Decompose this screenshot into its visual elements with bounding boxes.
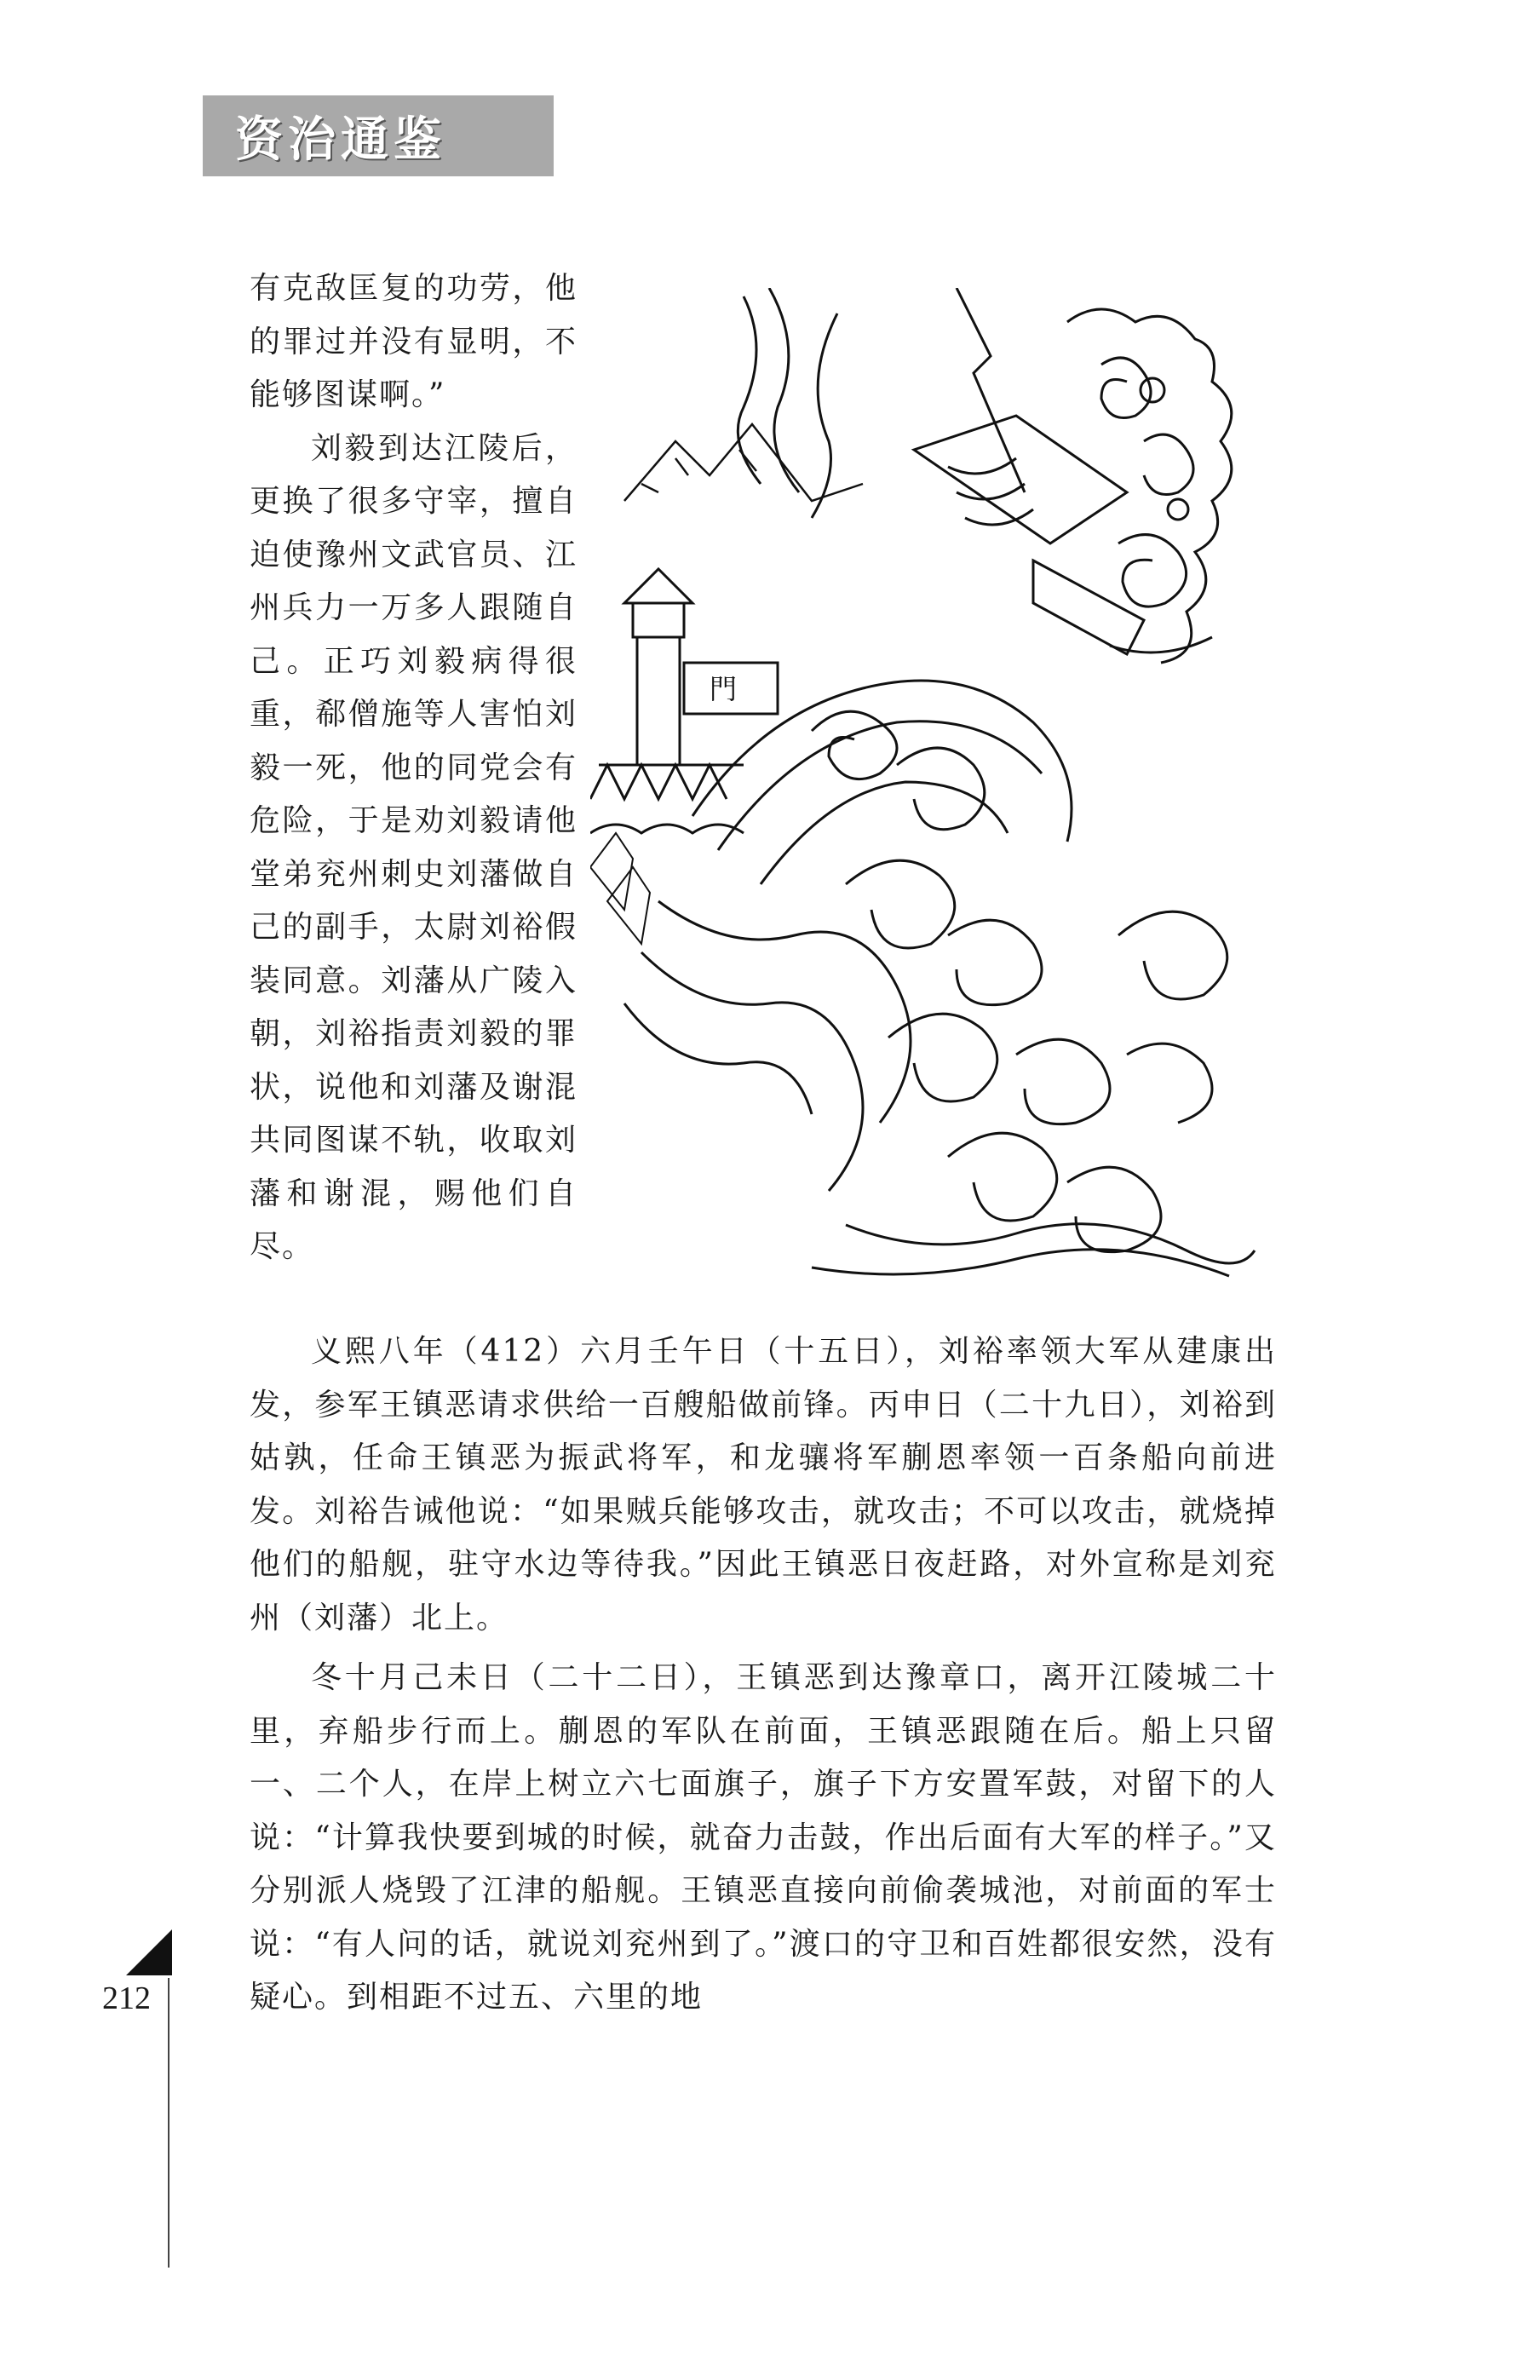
paragraph-winter-tenth-month: 冬十月己未日（二十二日），王镇恶到达豫章口，离开江陵城二十里，弃船步行而上。蒯恩的军队在前面，王镇恶跟随在后。船上只留一、二个人，在岸上树立六七面旗子，旗子下方安置军鼓，对留下的人说：“计算我快要到城的时候，就奋力击鼓，作出后面有大军的样子。”又分别派人烧毁了江津的船舰。王镇恶直接向前偷袭城池，对前面的军士说：“有人问的话，就说刘兖州到了。”渡口的守卫和百姓都很安然，没有疑心。到相距不过五、六里的地 — [250, 1660, 1277, 2015]
book-title: 资治通鉴 — [235, 112, 446, 168]
paragraph-continuation: 有克敌匡复的功劳，他的罪过并没有显明，不能够图谋啊。” — [250, 271, 578, 412]
narrow-text-column — [250, 262, 578, 1274]
paragraph-liu-yi: 刘毅到达江陵后，更换了很多守宰，擅自迫使豫州文武官员、江州兵力一万多人跟随自己。正巧刘毅病得很重，郗僧施等人害怕刘毅一死，他的同党会有危险，于是劝刘毅请他堂弟兖州刺史刘藩做自己的副手，太尉刘裕假装同意。刘藩从广陵入朝，刘裕指责刘毅的罪状，说他和刘藩及谢混共同图谋不轨，收取刘藩和谢混，赐他们自尽。 — [250, 430, 578, 1264]
gate-sign: 門 — [710, 673, 738, 705]
page-number: 212 — [102, 1980, 151, 2016]
paragraph-yixi-eighth-year: 义熙八年（412）六月壬午日（十五日），刘裕率领大军从建康出发，参军王镇恶请求供给一百艘船做前锋。丙申日（二十九日），刘裕到姑孰，任命王镇恶为振武将军，和龙骧将军蒯恩率领一百条船向前进发。刘裕告诫他说：“如果贼兵能够攻击，就攻击；不可以攻击，就烧掉他们的船舰，驻守水边等待我。”因此王镇恶日夜赶路，对外宣称是刘兖州（刘藩）北上。 — [250, 1334, 1277, 1636]
page-corner-triangle — [126, 1929, 172, 1975]
page-margin-rule — [168, 1978, 170, 2268]
book-title-banner — [203, 95, 554, 176]
battle-illustration — [590, 288, 1261, 1291]
wide-text-column — [250, 1325, 1277, 2025]
